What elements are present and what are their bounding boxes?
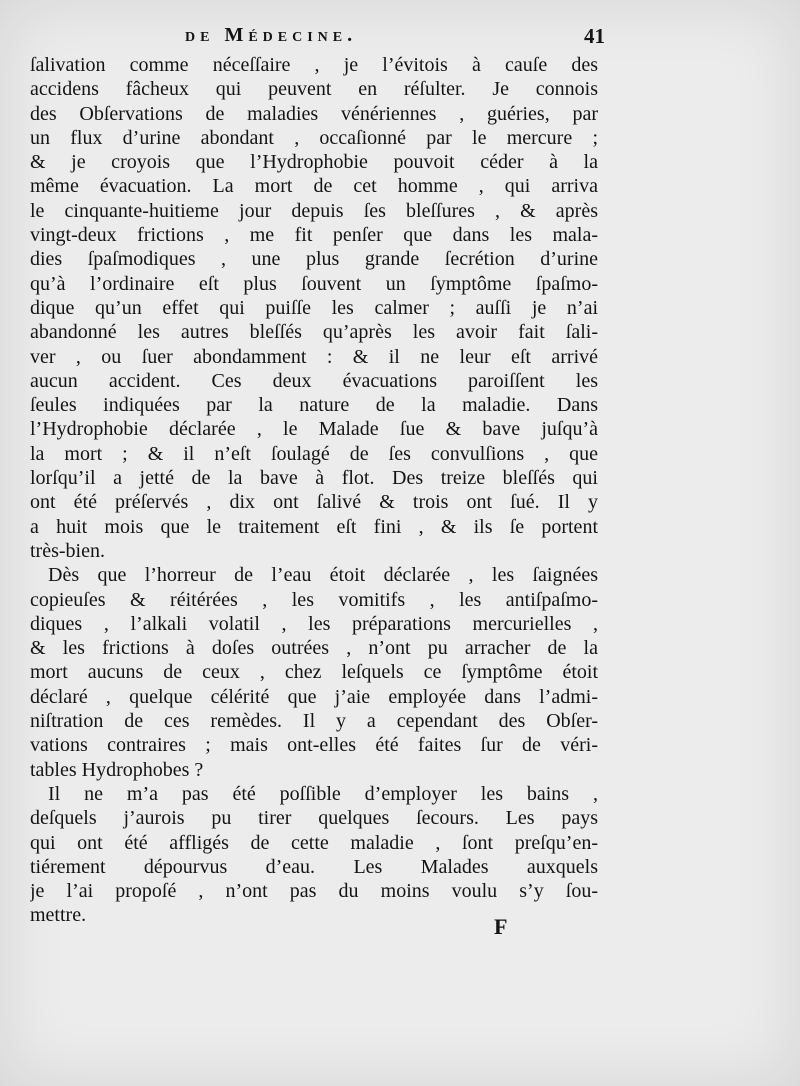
text-line: mettre. <box>30 904 87 927</box>
page-header <box>185 24 605 52</box>
text-line: vingt-deux frictions , me fit penſer que dans les mala- <box>30 224 598 247</box>
text-line: a huit mois que le traitement eſt fini , & ils ſe portent <box>30 515 598 538</box>
text-line: dique qu’un effet qui puiſſe les calmer ; auſſi je n’ai <box>30 296 598 319</box>
text-line: très-bien. <box>30 539 105 562</box>
body-text <box>30 53 598 928</box>
page-number: 41 <box>584 24 605 48</box>
text-line: ſeules indiquées par la nature de la maladie. Dans <box>30 394 598 417</box>
text-line: tables Hydrophobes ? <box>30 758 204 781</box>
text-line: un flux d’urine abondant , occaſionné par le mercure ; <box>30 126 598 149</box>
text-line: diques , l’alkali volatil , les préparations mercurielles , <box>30 612 598 635</box>
text-line: abandonné les autres bleſſés qu’après les avoir fait ſali- <box>30 321 598 344</box>
text-line: je l’ai propoſé , n’ont pas du moins voulu s’y ſou- <box>30 880 598 903</box>
text-line: vations contraires ; mais ont-elles été faites ſur de véri- <box>30 734 598 757</box>
text-line: dies ſpaſmodiques , une plus grande ſecrétion d’urine <box>30 248 598 271</box>
text-line: ſalivation comme néceſſaire , je l’évitois à cauſe des <box>30 54 598 76</box>
text-line: des Obſervations de maladies vénériennes , guéries, par <box>30 102 598 125</box>
text-line: déclaré , quelque célérité que j’aie employée dans l’admi- <box>30 685 598 708</box>
text-line: copieuſes & réitérées , les vomitifs , les antiſpaſmo- <box>30 588 598 611</box>
text-line: accidens fâcheux qui peuvent en réſulter. Je connois <box>30 78 598 101</box>
text-line: l’Hydrophobie déclarée , le Malade ſue & bave juſqu’à <box>30 418 598 441</box>
text-line: mort aucuns de ceux , chez leſquels ce ſymptôme étoit <box>30 661 598 684</box>
text-line: niſtration de ces remèdes. Il y a cependant des Obſer- <box>30 710 598 733</box>
text-line: & les frictions à doſes outrées , n’ont pu arracher de la <box>30 637 598 660</box>
text-line: ver , ou ſuer abondamment : & il ne leur eſt arrivé <box>30 345 598 368</box>
text-line: même évacuation. La mort de cet homme , qui arriva <box>30 175 598 198</box>
text-line: la mort ; & il n’eſt ſoulagé de ſes convulſions , que <box>30 442 598 465</box>
text-line: ont été préſervés , dix ont ſalivé & trois ont ſué. Il y <box>30 491 598 514</box>
paragraph-first-line: Il ne m’a pas été poſſible d’employer les bains , <box>48 782 598 805</box>
signature-mark: F <box>494 914 508 939</box>
text-line: lorſqu’il a jetté de la bave à flot. Des treize bleſſés qui <box>30 467 598 490</box>
text-line: qui ont été affligés de cette maladie , ſont preſqu’en- <box>30 831 598 854</box>
text-line: deſquels j’aurois pu tirer quelques ſecours. Les pays <box>30 807 598 830</box>
running-title: de Médecine. <box>185 24 358 46</box>
text-line: aucun accident. Ces deux évacuations paroiſſent les <box>30 369 598 392</box>
text-line: tiérement dépourvus d’eau. Les Malades auxquels <box>30 855 598 878</box>
text-line: & je croyois que l’Hydrophobie pouvoit céder à la <box>30 151 598 174</box>
text-line: qu’à l’ordinaire eſt plus ſouvent un ſymptôme ſpaſmo- <box>30 272 598 295</box>
text-line: le cinquante-huitieme jour depuis ſes bleſſures , & après <box>30 199 598 222</box>
paragraph-first-line: Dès que l’horreur de l’eau étoit déclarée , les ſaignées <box>48 564 598 587</box>
